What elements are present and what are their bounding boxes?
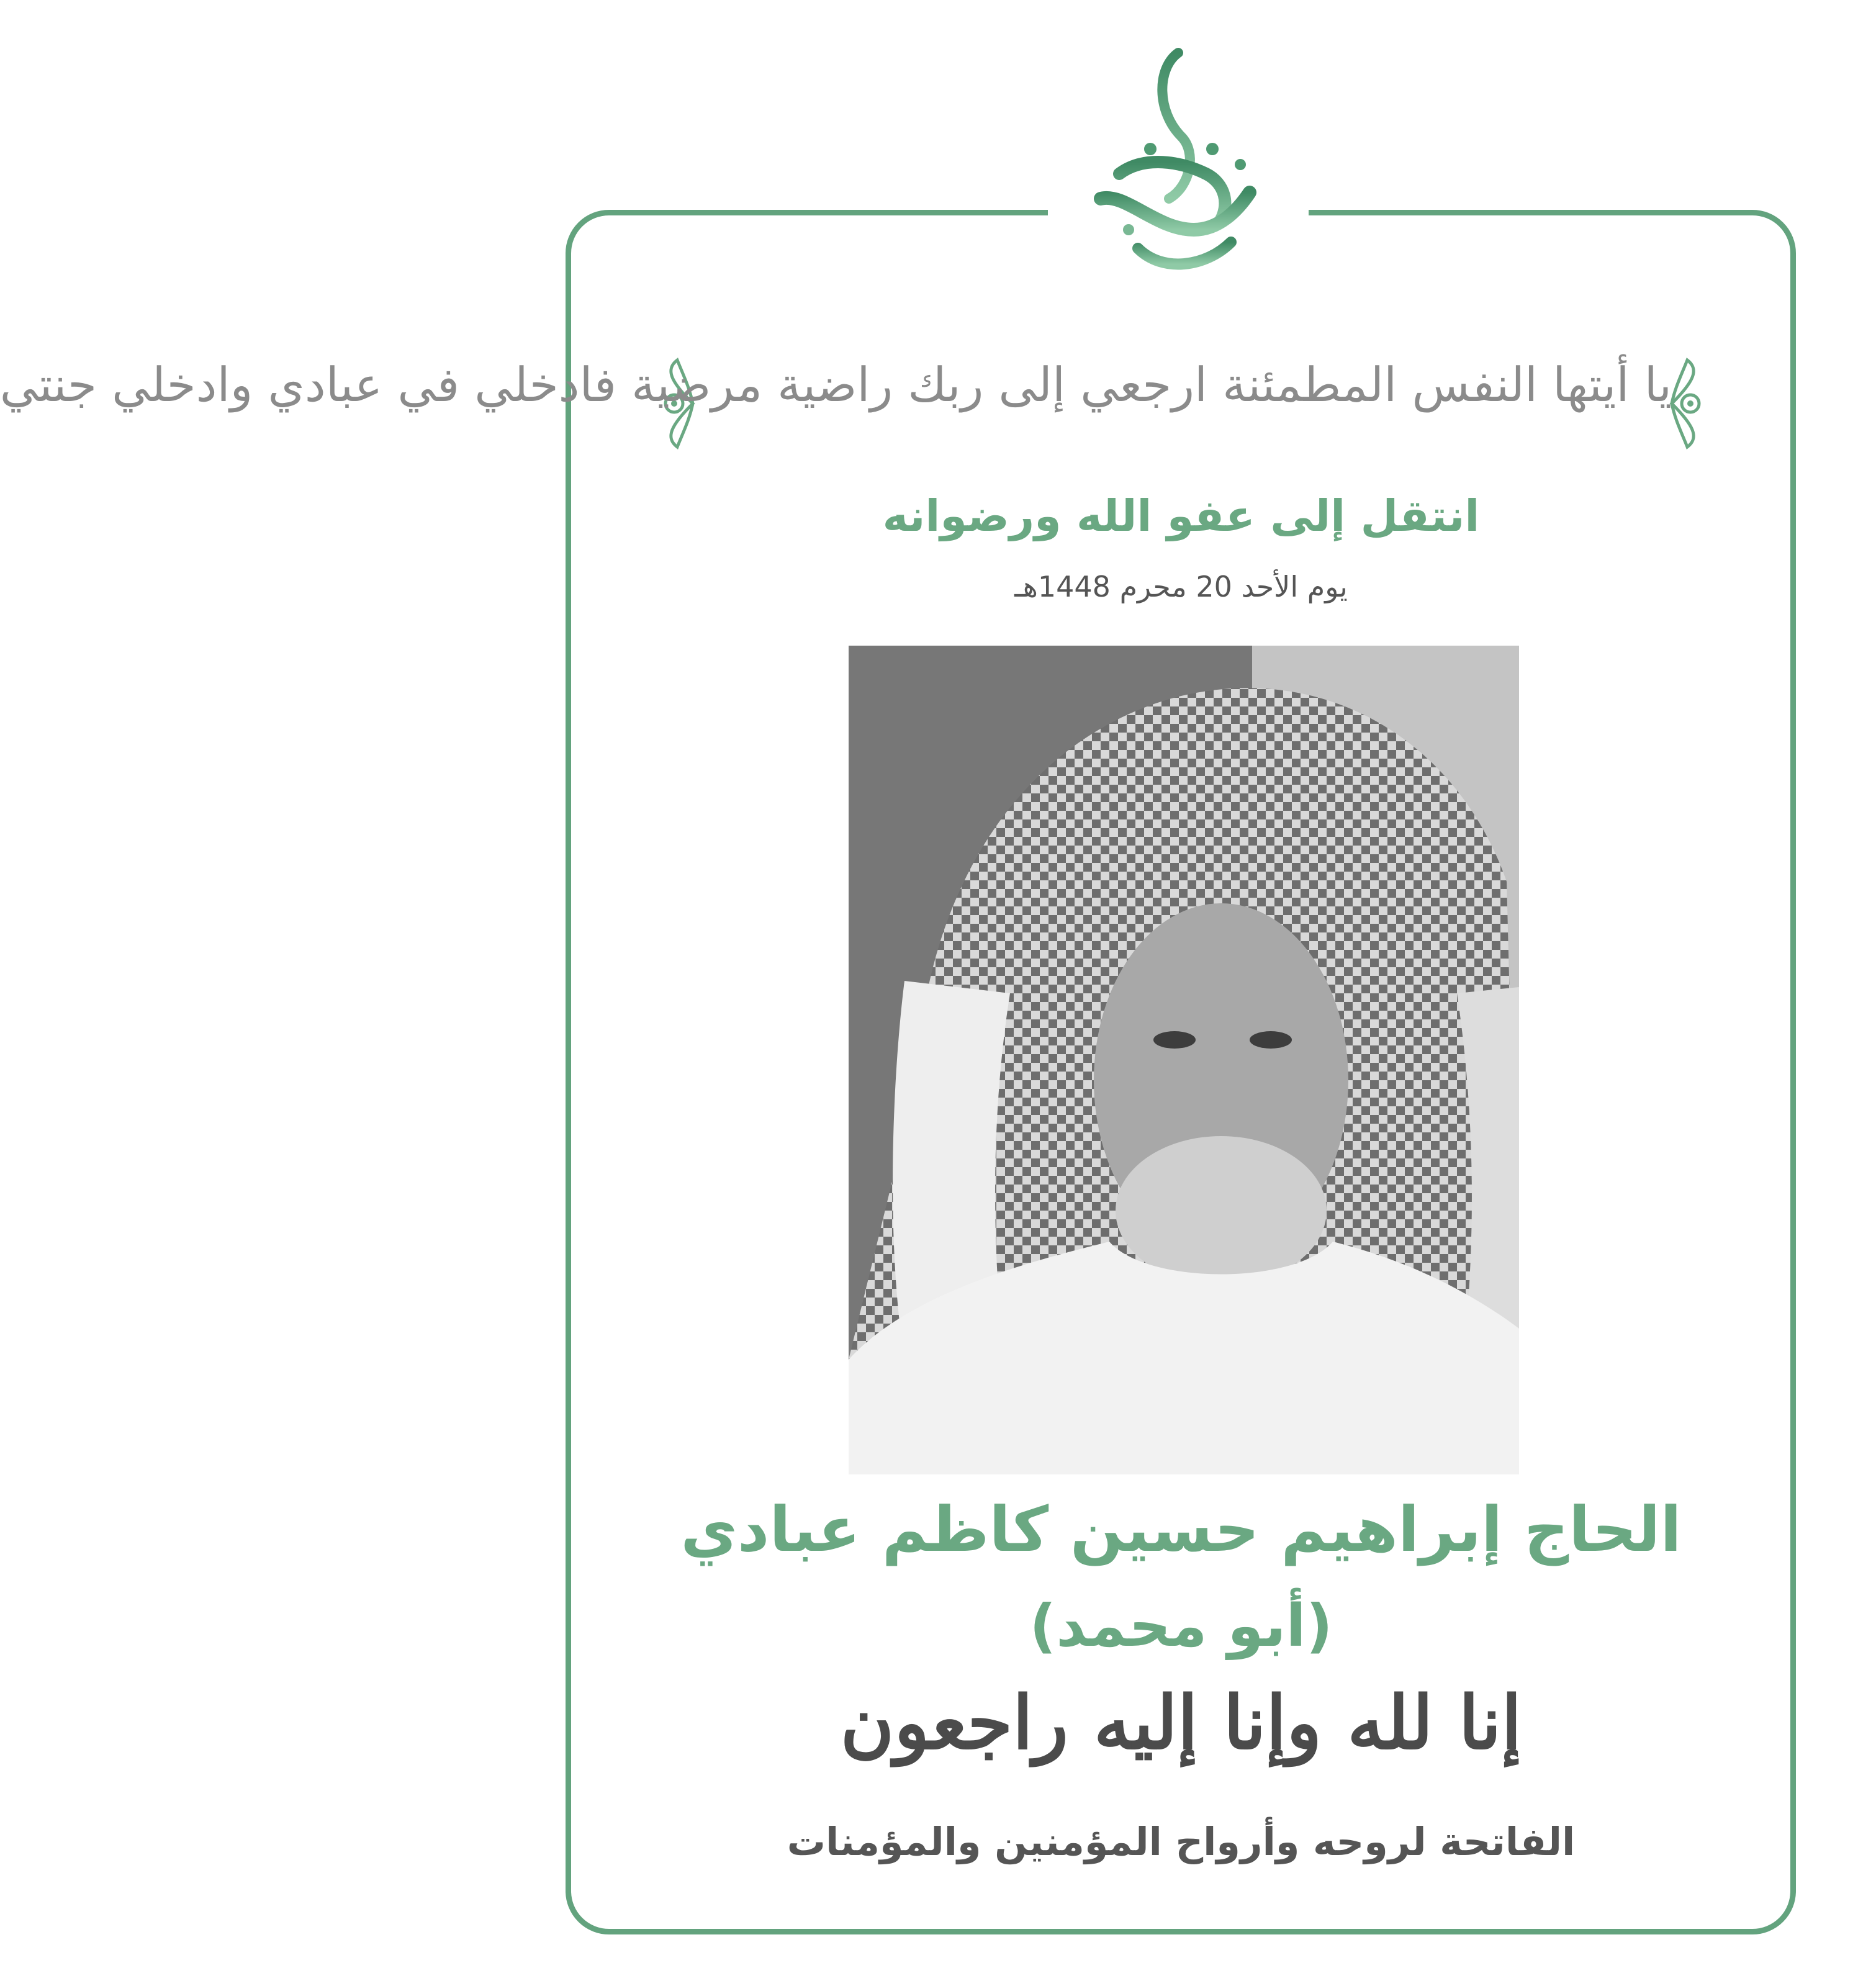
- quran-verse: يا أيتها النفس المطمئنة ارجعي إلى ربك راضية مرضية فادخلي في عبادي وادخلي جنتي: [0, 357, 1672, 412]
- deceased-kunya: (أبو محمد): [1029, 1592, 1333, 1660]
- istirja-calligraphy: إنا لله وإنا إليه راجعون: [840, 1679, 1522, 1766]
- announcement-line: انتقل إلى عفو الله ورضوانه: [882, 490, 1480, 541]
- death-date: يوم الأحد 20 محرم 1448هـ: [1014, 570, 1348, 603]
- floral-ornament-icon: [1669, 357, 1718, 450]
- calligraphy-logo-icon: [1063, 43, 1274, 292]
- fatiha-line: الفاتحة لروحه وأرواح المؤمنين والمؤمنات: [787, 1819, 1576, 1864]
- portrait-photo: [849, 646, 1519, 1474]
- deceased-name: الحاج إبراهيم حسين كاظم عبادي: [680, 1493, 1682, 1566]
